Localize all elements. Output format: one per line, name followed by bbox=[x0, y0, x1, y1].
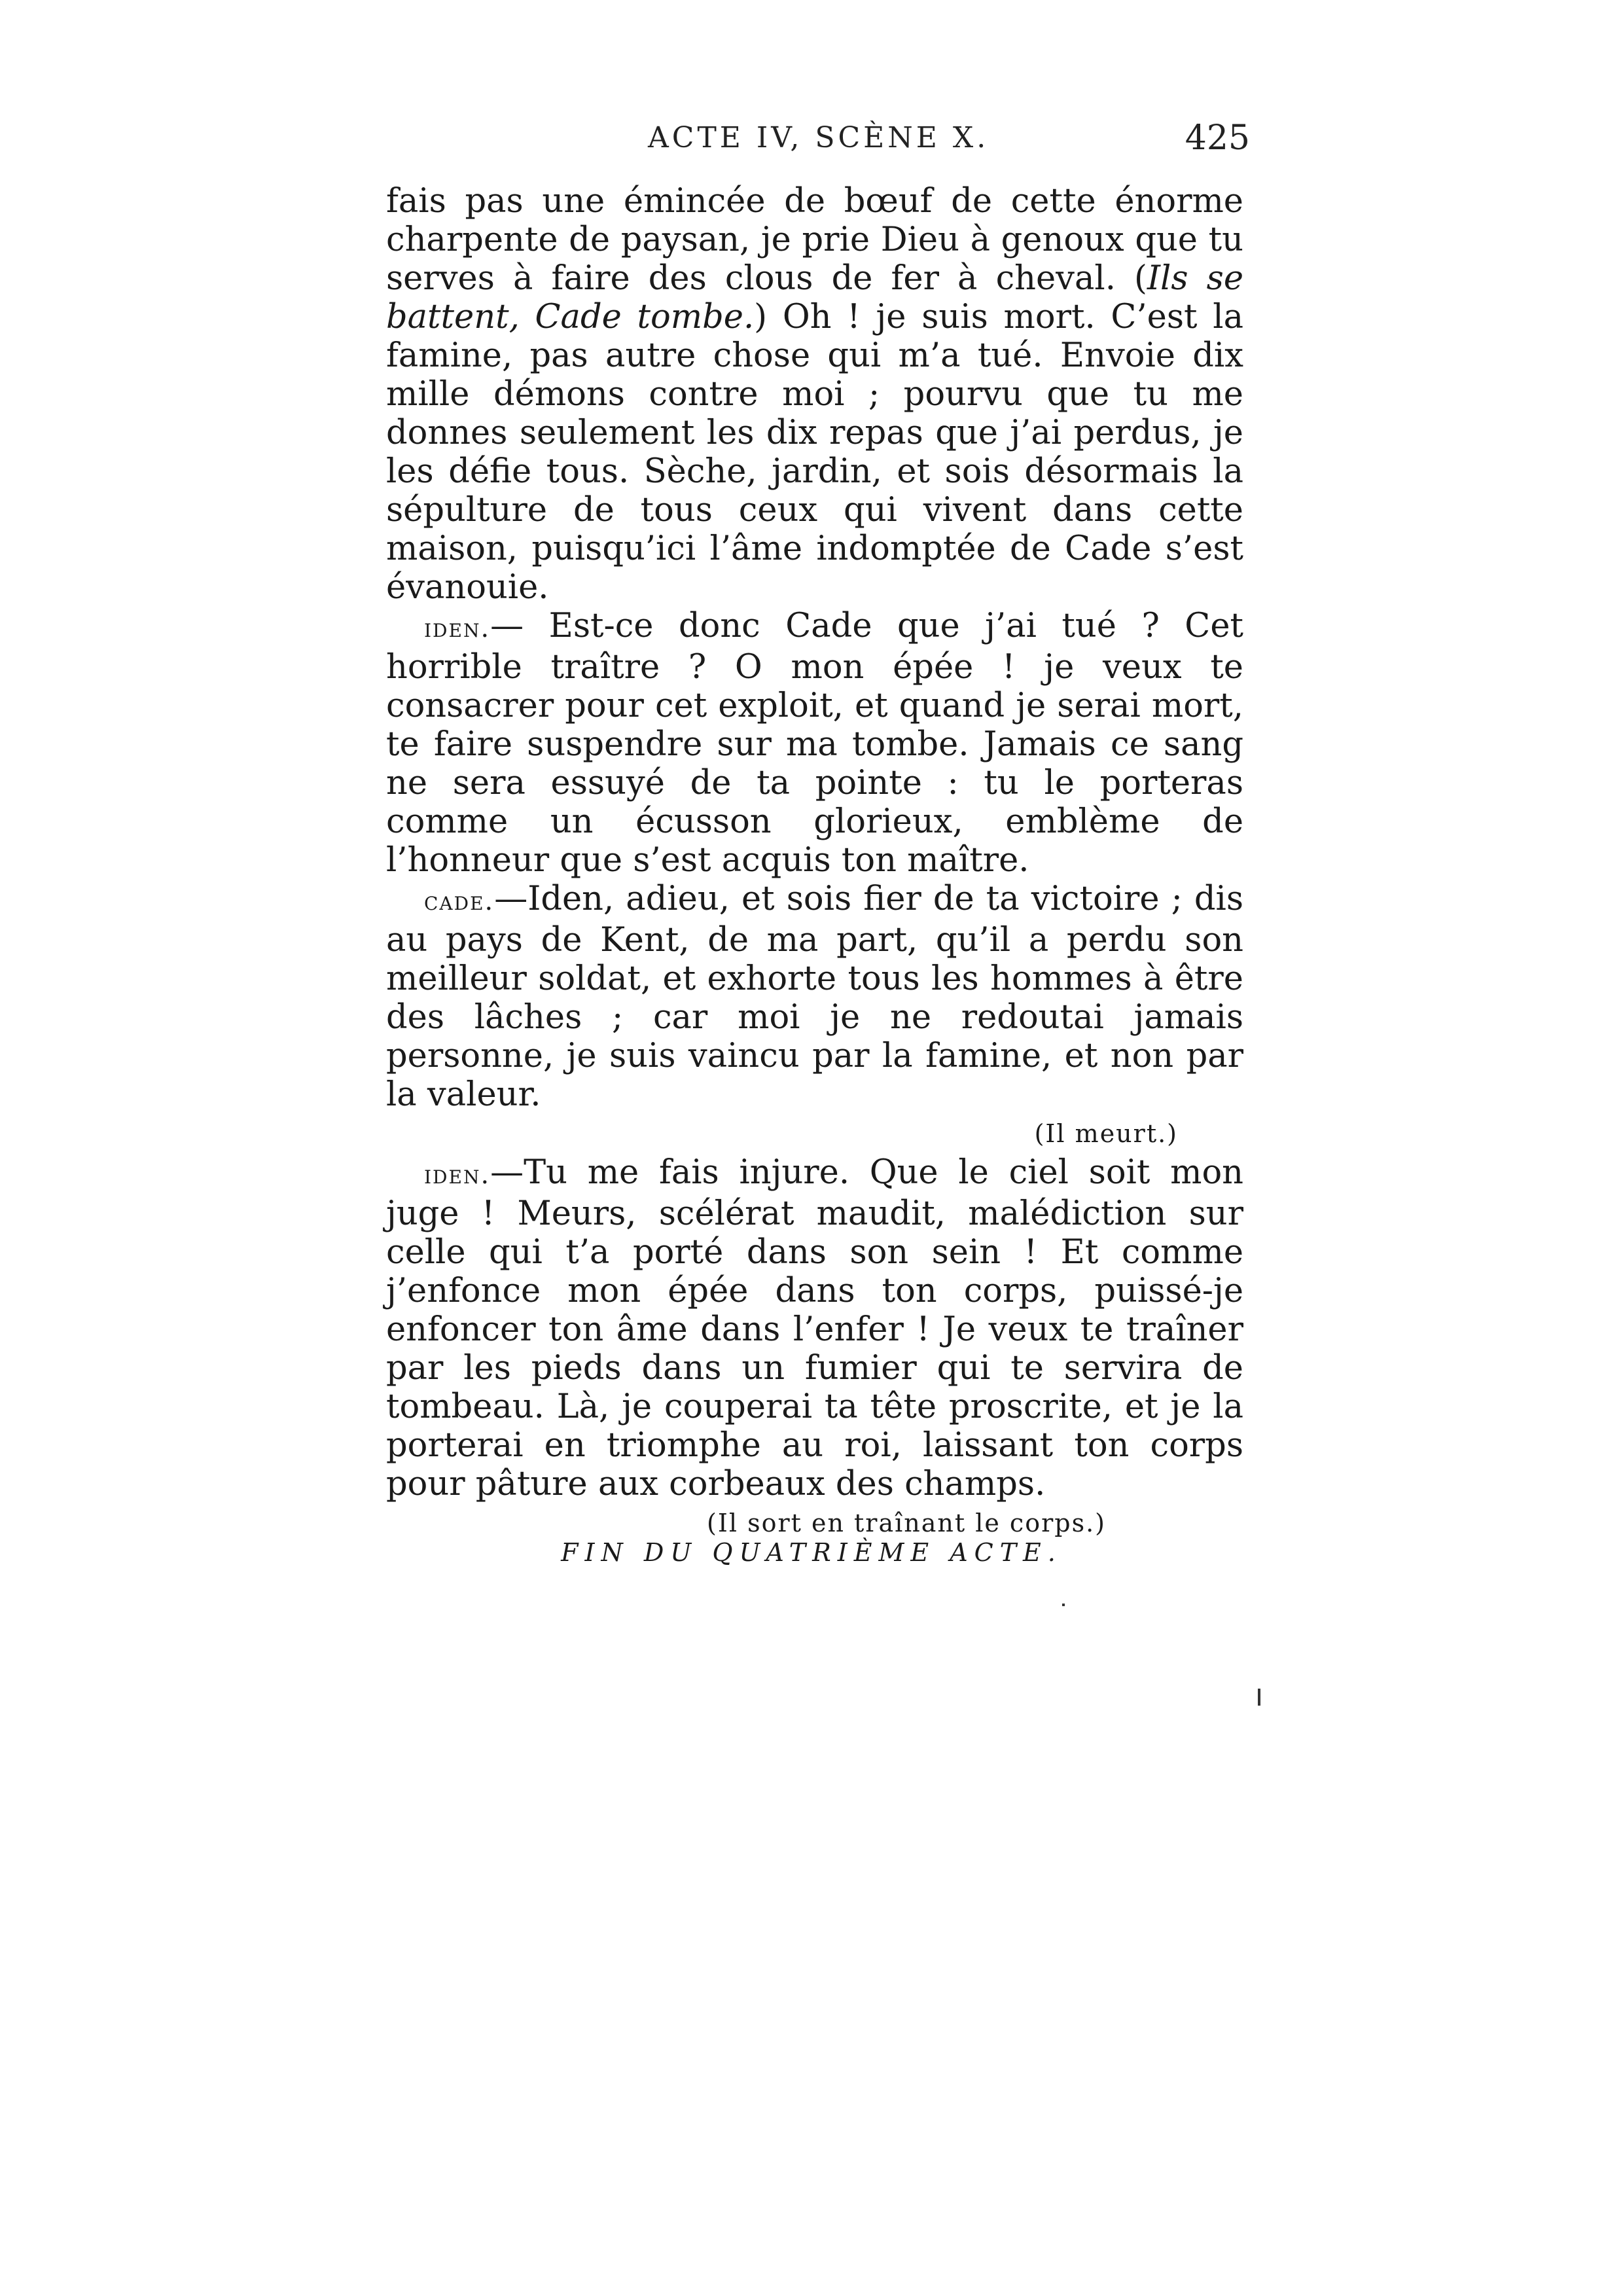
stage-direction: (Il sort en traînant le corps.) bbox=[707, 1509, 1106, 1537]
paragraph-text: fais pas une émincée de bœuf de cette énorme charpente de paysan, je prie Dieu à genoux que tu serves à faire des clous de fer à cheval. ( bbox=[386, 182, 1243, 298]
paragraph-text: —Iden, adieu, et sois fier de ta victoire ; dis au pays de Kent, de ma part, qu’il a perdu son meilleur soldat, et exhorte tous les hommes à être des lâches ; car moi je ne redoutai jamais personne, je suis vaincu par la famine, et non par la valeur. bbox=[386, 880, 1243, 1114]
speaker-name: iden. bbox=[424, 613, 491, 643]
body-text bbox=[386, 182, 1243, 1543]
paragraph-cade-farewell bbox=[386, 880, 1243, 1114]
page-number: 425 bbox=[1185, 118, 1250, 158]
paragraph-cade-speech bbox=[386, 182, 1243, 607]
running-title: ACTE IV, SCÈNE X. bbox=[648, 121, 990, 154]
paragraph-text: — Est-ce donc Cade que j’ai tué ? Cet horrible traître ? O mon épée ! je veux te consacrer pour cet exploit, et quand je serai mort, te faire suspendre sur ma tombe. Jamais ce sang ne sera essuyé de ta pointe : tu le porteras comme un écusson glorieux, emblème de l’honneur que s’est acquis ton maître. bbox=[386, 607, 1243, 880]
stage-direction: (Il meurt.) bbox=[1034, 1119, 1178, 1148]
speaker-name: iden. bbox=[424, 1160, 491, 1190]
page-header bbox=[380, 118, 1283, 173]
ink-speck bbox=[1062, 1604, 1065, 1606]
paragraph-iden-final bbox=[386, 1153, 1243, 1503]
paragraph-text: ) Oh ! je suis mort. C’est la famine, pas autre chose qui m’a tué. Envoie dix mille démons contre moi ; pourvu que tu me donnes seulement les dix repas que j’ai perdus, je les défie tous. Sèche, jardin, et sois désormais la sépulture de tous ceux qui vivent dans cette maison, puisqu’ici l’âme indomptée de Cade s’est évanouie. bbox=[386, 298, 1243, 607]
paragraph-text: —Tu me fais injure. Que le ciel soit mon juge ! Meurs, scélérat maudit, malédiction sur celle qui t’a porté dans son sein ! Et comme j’enfonce mon épée dans ton corps, puissé-je enfoncer ton âme dans l’enfer ! Je veux te traîner par les pieds dans un fumier qui te servira de tombeau. Là, je couperai ta tête proscrite, et je la porterai en triomphe au roi, laissant ton corps pour pâture aux corbeaux des champs. bbox=[386, 1153, 1243, 1503]
inline-stage-direction: Ils se battent, Cade tombe. bbox=[386, 259, 1243, 336]
ink-speck bbox=[1258, 1689, 1260, 1706]
speaker-name: cade. bbox=[424, 886, 495, 916]
paragraph-iden-speech bbox=[386, 607, 1243, 880]
act-end-title: FIN DU QUATRIÈME ACTE. bbox=[561, 1538, 1062, 1567]
